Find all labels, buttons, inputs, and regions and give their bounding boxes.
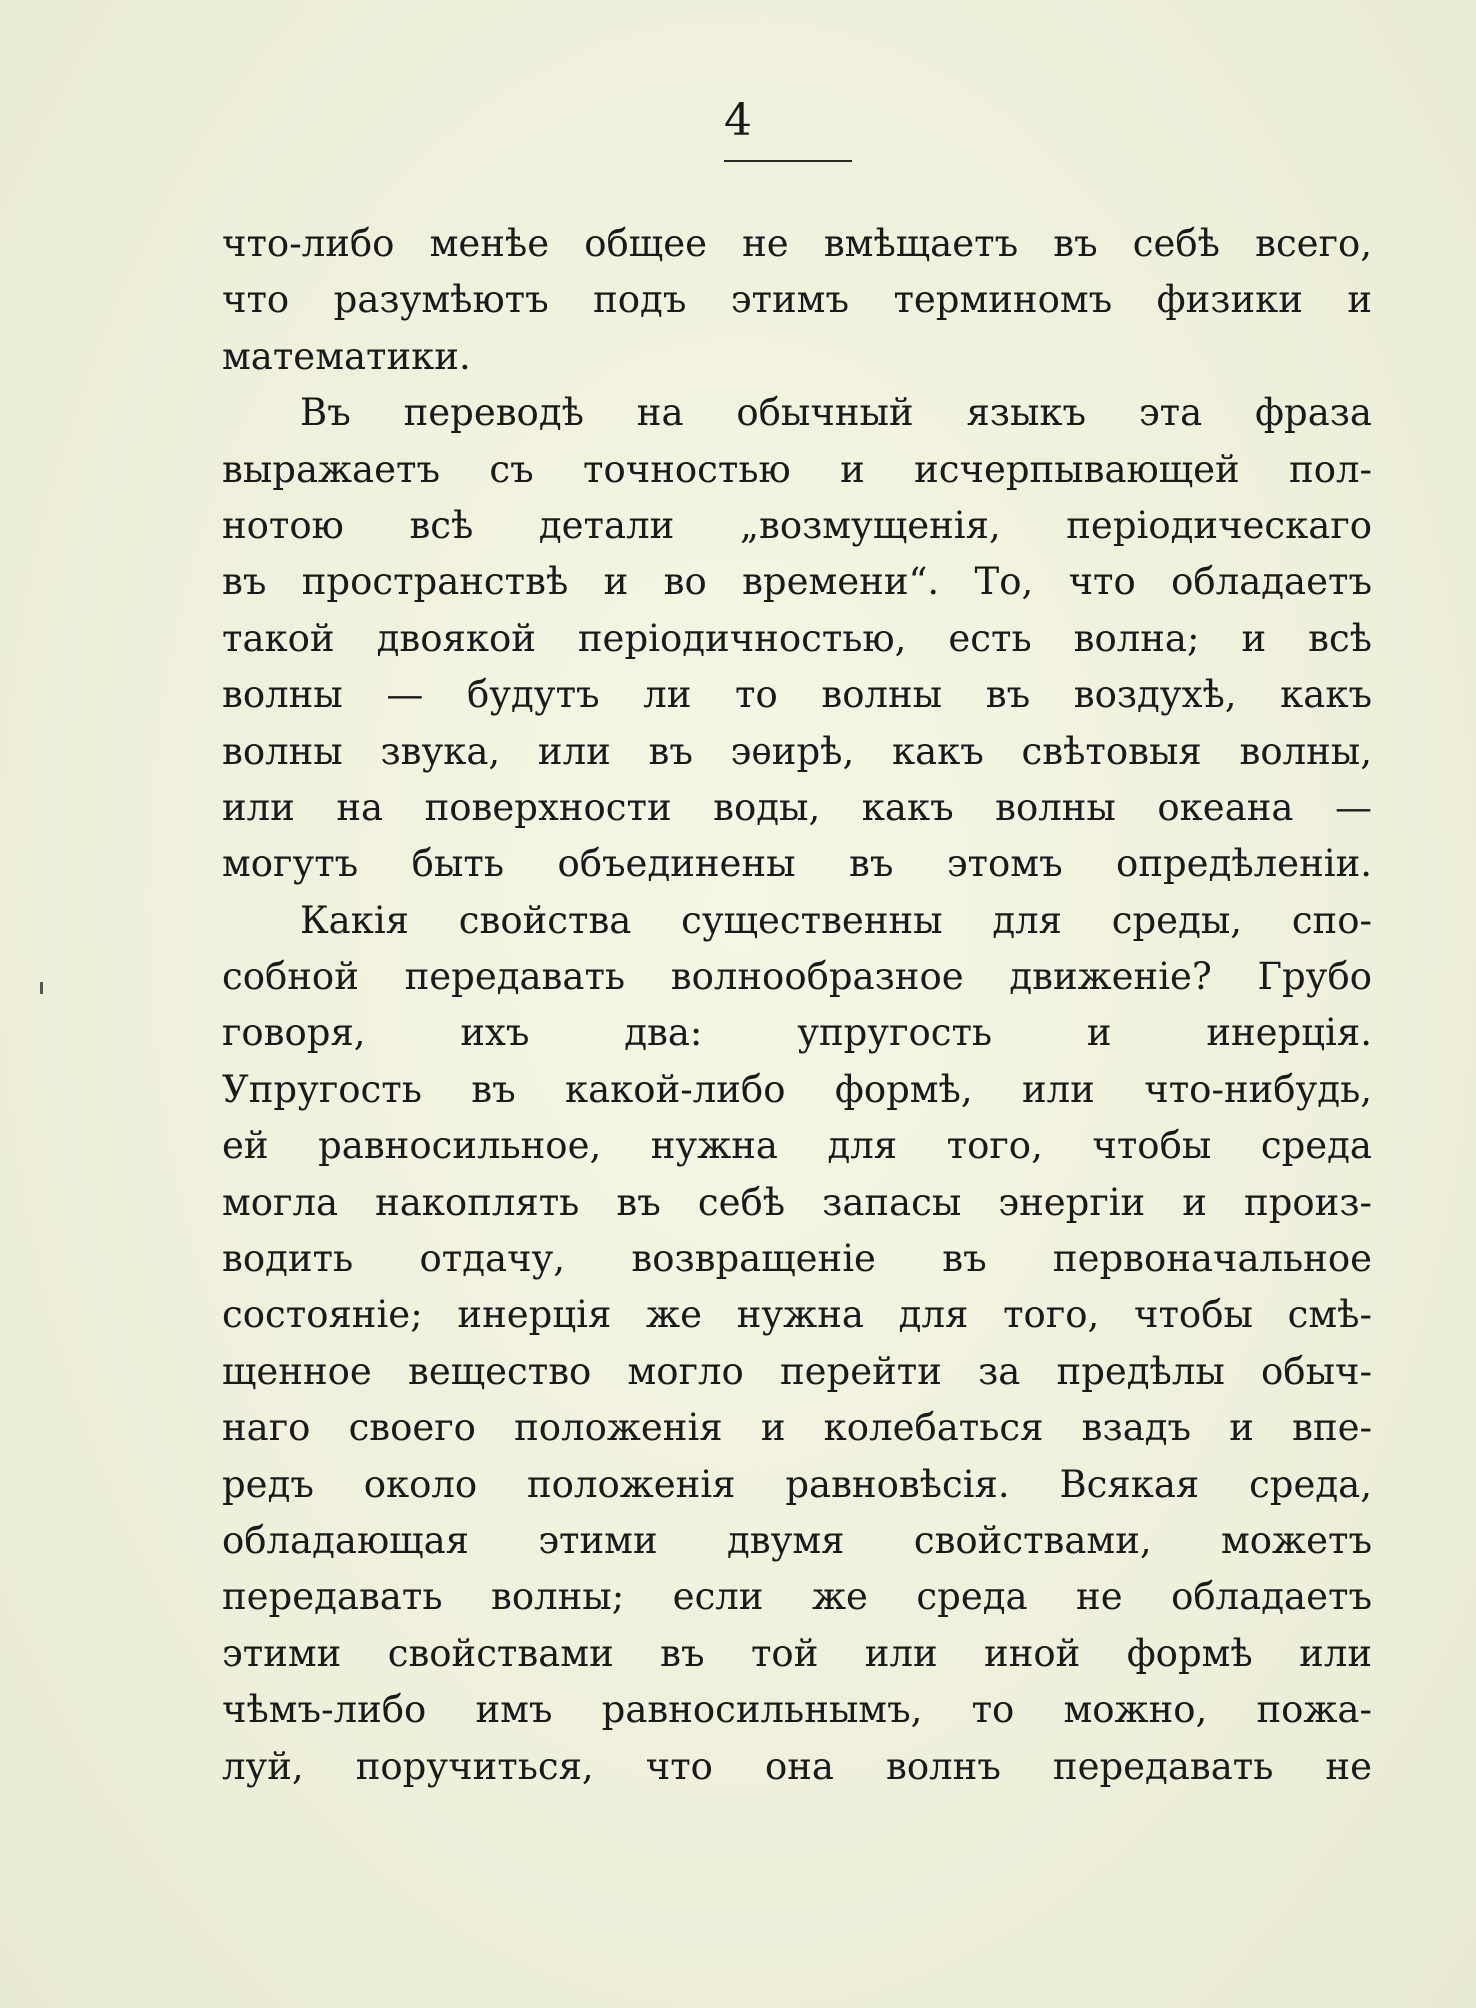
text-line: математики. xyxy=(222,334,471,378)
text-line: выражаетъ съ точностью и исчерпывающей пол- xyxy=(222,447,1372,491)
text-line: этими свойствами въ той или иной формѣ или xyxy=(222,1631,1372,1675)
text-line: водить отдачу, возвращеніе въ первоначальное xyxy=(222,1237,1372,1281)
text-line: могутъ быть объединены въ этомъ опредѣленіи. xyxy=(222,842,1372,886)
text-line: чѣмъ-либо имъ равносильнымъ, то можно, пожа- xyxy=(222,1688,1372,1732)
text-line: въ пространствѣ и во времени“. То, что обладаетъ xyxy=(222,560,1372,604)
page-number: 4 xyxy=(724,95,752,146)
text-line: нотою всѣ детали „возмущенія, періодическаго xyxy=(222,503,1372,547)
text-line: что разумѣютъ подъ этимъ терминомъ физики и xyxy=(222,278,1372,322)
text-line: волны — будутъ ли то волны въ воздухѣ, какъ xyxy=(222,673,1372,717)
text-line: что-либо менѣе общее не вмѣщаетъ въ себѣ всего, xyxy=(222,222,1372,265)
text-line: щенное вещество могло перейти за предѣлы обыч- xyxy=(222,1349,1372,1393)
text-line: Упругость въ какой-либо формѣ, или что-нибудь, xyxy=(222,1067,1372,1111)
text-line: передавать волны; если же среда не обладаетъ xyxy=(222,1575,1372,1619)
text-line: говоря, ихъ два: упругость и инерція. xyxy=(222,1011,1372,1055)
text-line: Какія свойства существенны для среды, спо- xyxy=(300,898,1372,942)
text-line: волны звука, или въ эѳирѣ, какъ свѣтовыя волны, xyxy=(222,729,1372,773)
text-line: редъ около положенія равновѣсія. Всякая среда, xyxy=(222,1462,1372,1506)
text-line: луй, поручиться, что она волнъ передавать не xyxy=(222,1744,1372,1788)
text-line: или на поверхности воды, какъ волны океана — xyxy=(222,785,1372,829)
margin-mark xyxy=(40,982,43,994)
text-line: обладающая этими двумя свойствами, можетъ xyxy=(222,1518,1372,1562)
page-body-text xyxy=(222,216,1372,1795)
text-line: ей равносильное, нужна для того, чтобы среда xyxy=(222,1124,1372,1168)
text-line: Въ переводѣ на обычный языкъ эта фраза xyxy=(300,391,1372,435)
page-number-rule xyxy=(724,160,852,162)
text-line: такой двоякой періодичностью, есть волна; и всѣ xyxy=(222,616,1372,660)
text-line: могла накоплять въ себѣ запасы энергіи и произ- xyxy=(222,1180,1372,1224)
text-line: собной передавать волнообразное движеніе? Грубо xyxy=(222,955,1372,999)
text-line: наго своего положенія и колебаться взадъ и впе- xyxy=(222,1406,1372,1450)
text-line: состояніе; инерція же нужна для того, чтобы смѣ- xyxy=(222,1293,1372,1337)
